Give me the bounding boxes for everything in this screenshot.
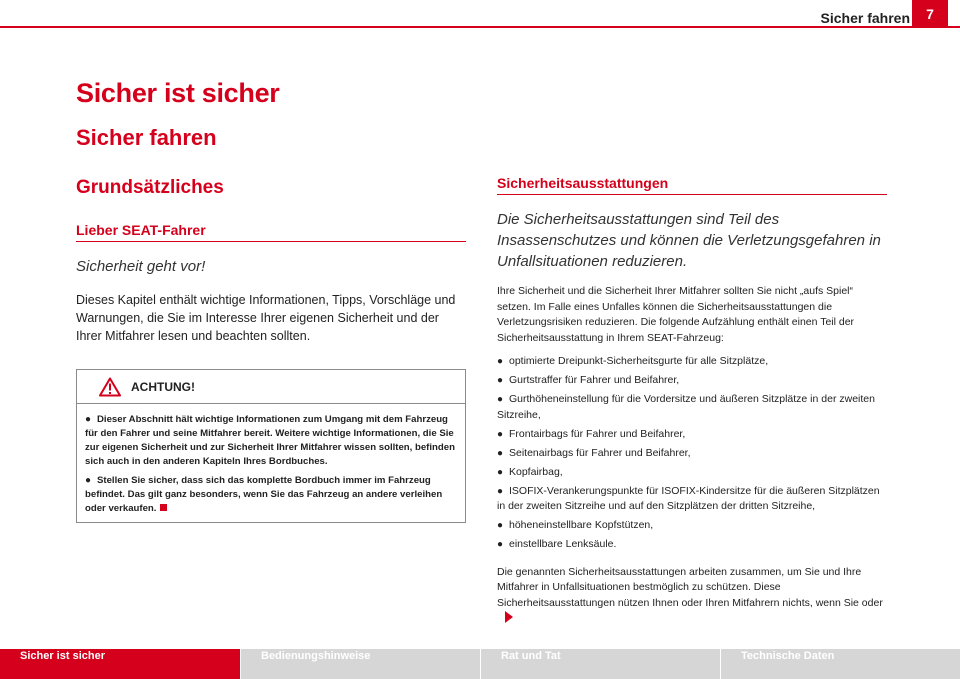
bullet-icon: ●: [85, 414, 92, 425]
closing-text: Die genannten Sicherheitsausstattungen arbeiten zusammen, um Sie und Ihre Mitfahrer in Unfallsituationen bestmöglich zu schützen. Diese Sicherheitsausstattungen nützen Ihnen oder Ihren Mitfahrern nichts, wenn Sie oder: [497, 565, 887, 627]
warning-title: ACHTUNG!: [131, 380, 195, 394]
section-end-icon: [160, 504, 167, 511]
running-header: Sicher fahren: [820, 10, 910, 26]
bullet-icon: ●: [497, 466, 504, 478]
intro-text-left: Sicherheit geht vor!: [76, 258, 206, 275]
warning-item: ● Stellen Sie sicher, dass sich das komplette Bordbuch immer im Fahrzeug befindet. Das gilt ganz besonders, wenn Sie das Fahrzeug an andere verleihen oder verkaufen.: [85, 475, 443, 514]
bullet-icon: ●: [497, 447, 504, 459]
list-item: ● Frontairbags für Fahrer und Beifahrer,: [497, 427, 887, 443]
list-item: ● höheneinstellbare Kopfstützen,: [497, 518, 887, 534]
intro-text-right: Die Sicherheitsausstattungen sind Teil des Insassenschutzes und können die Verletzungsgefahren in Unfallsituationen reduzieren.: [497, 211, 881, 270]
section-title: Sicher fahren: [76, 125, 217, 150]
tab-bedienungshinweise[interactable]: Bedienungshinweise: [240, 649, 480, 679]
chapter-tab-bar: [0, 649, 960, 679]
warning-body: [77, 404, 465, 522]
feature-list: [497, 354, 887, 553]
topic-heading-right: Sicherheitsausstattungen: [497, 175, 887, 195]
bullet-icon: ●: [497, 356, 504, 367]
body-text-left: Dieses Kapitel enthält wichtige Informationen, Tipps, Vorschläge und Warnungen, die Sie im Interesse Ihrer eigenen Sicherheit und der Ihrer Mitfahrer lesen und beachten sollten.: [76, 293, 456, 343]
list-item: ● Gurthöheneinstellung für die Vordersitze und äußeren Sitzplätze in der zweiten Sitzreihe,: [497, 393, 875, 421]
tab-rat-und-tat[interactable]: Rat und Tat: [480, 649, 720, 679]
page-number: 7: [912, 0, 948, 28]
bullet-icon: ●: [497, 520, 504, 531]
right-column: [497, 175, 887, 627]
tab-technische-daten[interactable]: Technische Daten: [720, 649, 960, 679]
tab-sicher-ist-sicher[interactable]: Sicher ist sicher: [0, 649, 240, 679]
list-item: ● optimierte Dreipunkt-Sicherheitsgurte für alle Sitzplätze,: [497, 354, 887, 370]
bullet-icon: ●: [497, 485, 504, 497]
arrow-right-icon[interactable]: [505, 611, 513, 623]
topic-heading-left: Lieber SEAT-Fahrer: [76, 222, 466, 242]
bullet-icon: ●: [497, 375, 504, 386]
body-text-right: Ihre Sicherheit und die Sicherheit Ihrer Mitfahrer sollten Sie nicht „aufs Spiel“ setzen. Im Falle eines Unfalles können die Sicherheitsausstattungen die Verletzungsrisiken reduzieren. Die folgende Aufzählung enthält einen Teil der Sicherheitsausstattung in Ihrem SEAT-Fahrzeug:: [497, 285, 855, 344]
subsection-title: Grundsätzliches: [76, 177, 224, 198]
list-item: ● Kopfairbag,: [497, 465, 887, 481]
header-rule: [0, 26, 960, 28]
warning-header: [77, 370, 465, 404]
chapter-title: Sicher ist sicher: [76, 78, 280, 108]
warning-box: [76, 369, 466, 523]
list-item: ● Gurtstraffer für Fahrer und Beifahrer,: [497, 373, 887, 389]
left-column: [76, 222, 466, 523]
bullet-icon: ●: [497, 428, 504, 440]
bullet-icon: ●: [497, 539, 504, 550]
list-item: ● ISOFIX-Verankerungspunkte für ISOFIX-Kindersitze für die äußeren Sitzplätzen in der zweiten Sitzreihe und auf den Sitzplätzen der dritten Sitzreihe,: [497, 484, 880, 512]
warning-triangle-icon: [99, 377, 121, 397]
bullet-icon: ●: [85, 475, 92, 486]
list-item: ● einstellbare Lenksäule.: [497, 537, 887, 553]
bullet-icon: ●: [497, 394, 504, 405]
list-item: ● Seitenairbags für Fahrer und Beifahrer,: [497, 446, 887, 462]
warning-item: ● Dieser Abschnitt hält wichtige Informationen zum Umgang mit dem Fahrzeug für den Fahrer und seine Mitfahrer bereit. Weitere wichtige Informationen, die Sie zur eigenen Sicherheit und zur Sicherheit Ihrer Mitfahrer wissen sollten, befinden sich auch in den anderen Kapiteln Ihres Bordbuches.: [85, 414, 455, 467]
